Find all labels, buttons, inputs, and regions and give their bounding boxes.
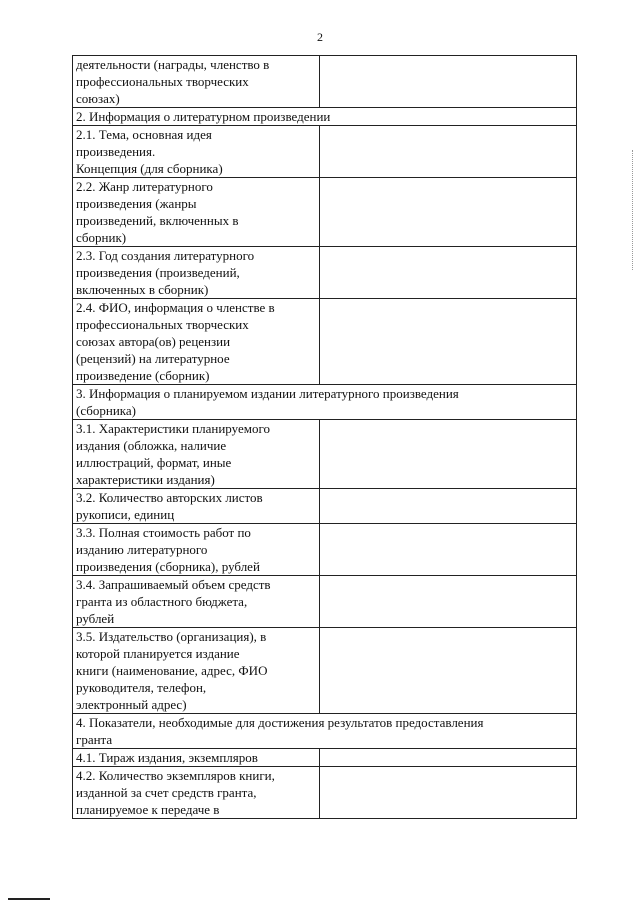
field-label: 4.1. Тираж издания, экземпляров (73, 749, 320, 767)
form-field-row (73, 56, 577, 108)
field-value-cell[interactable] (320, 420, 577, 489)
form-field-row (73, 767, 577, 819)
form-field-row (73, 576, 577, 628)
form-field-row (73, 420, 577, 489)
field-label: 3.1. Характеристики планируемого издания (обложка, наличие иллюстраций, формат, иные характеристики издания) (73, 420, 320, 489)
field-value-cell[interactable] (320, 524, 577, 576)
field-value-cell[interactable] (320, 628, 577, 714)
section-title: 3. Информация о планируемом издании литературного произведения (сборника) (73, 385, 577, 420)
form-field-row (73, 524, 577, 576)
page-number: 2 (317, 30, 323, 44)
field-label: 4.2. Количество экземпляров книги, изданной за счет средств гранта, планируемое к передаче в (73, 767, 320, 819)
form-field-row (73, 628, 577, 714)
section-header-row (73, 714, 577, 749)
section-header-row (73, 385, 577, 420)
margin-mark (632, 150, 636, 270)
form-field-row (73, 247, 577, 299)
section-header-row (73, 108, 577, 126)
footer-line (8, 898, 50, 900)
field-value-cell[interactable] (320, 126, 577, 178)
field-value-cell[interactable] (320, 489, 577, 524)
form-field-row (73, 299, 577, 385)
form-field-row (73, 178, 577, 247)
field-value-cell[interactable] (320, 247, 577, 299)
application-form-table (72, 55, 577, 819)
field-label: деятельности (награды, членство в профессиональных творческих союзах) (73, 56, 320, 108)
form-field-row (73, 126, 577, 178)
field-value-cell[interactable] (320, 56, 577, 108)
field-label: 3.5. Издательство (организация), в которой планируется издание книги (наименование, адрес, ФИО руководителя, телефон, электронный адрес) (73, 628, 320, 714)
field-value-cell[interactable] (320, 178, 577, 247)
field-label: 2.2. Жанр литературного произведения (жанры произведений, включенных в сборник) (73, 178, 320, 247)
section-title: 2. Информация о литературном произведении (73, 108, 577, 126)
section-title: 4. Показатели, необходимые для достижения результатов предоставления гранта (73, 714, 577, 749)
form-table-body (73, 56, 577, 819)
field-label: 3.4. Запрашиваемый объем средств гранта из областного бюджета, рублей (73, 576, 320, 628)
field-value-cell[interactable] (320, 749, 577, 767)
form-field-row (73, 489, 577, 524)
field-value-cell[interactable] (320, 576, 577, 628)
field-label: 2.3. Год создания литературного произведения (произведений, включенных в сборник) (73, 247, 320, 299)
form-field-row (73, 749, 577, 767)
field-label: 2.1. Тема, основная идея произведения. Концепция (для сборника) (73, 126, 320, 178)
field-label: 2.4. ФИО, информация о членстве в профессиональных творческих союзах автора(ов) рецензии (рецензий) на литературное произведение (сборник) (73, 299, 320, 385)
field-label: 3.2. Количество авторских листов рукописи, единиц (73, 489, 320, 524)
field-label: 3.3. Полная стоимость работ по изданию литературного произведения (сборника), рублей (73, 524, 320, 576)
field-value-cell[interactable] (320, 299, 577, 385)
field-value-cell[interactable] (320, 767, 577, 819)
